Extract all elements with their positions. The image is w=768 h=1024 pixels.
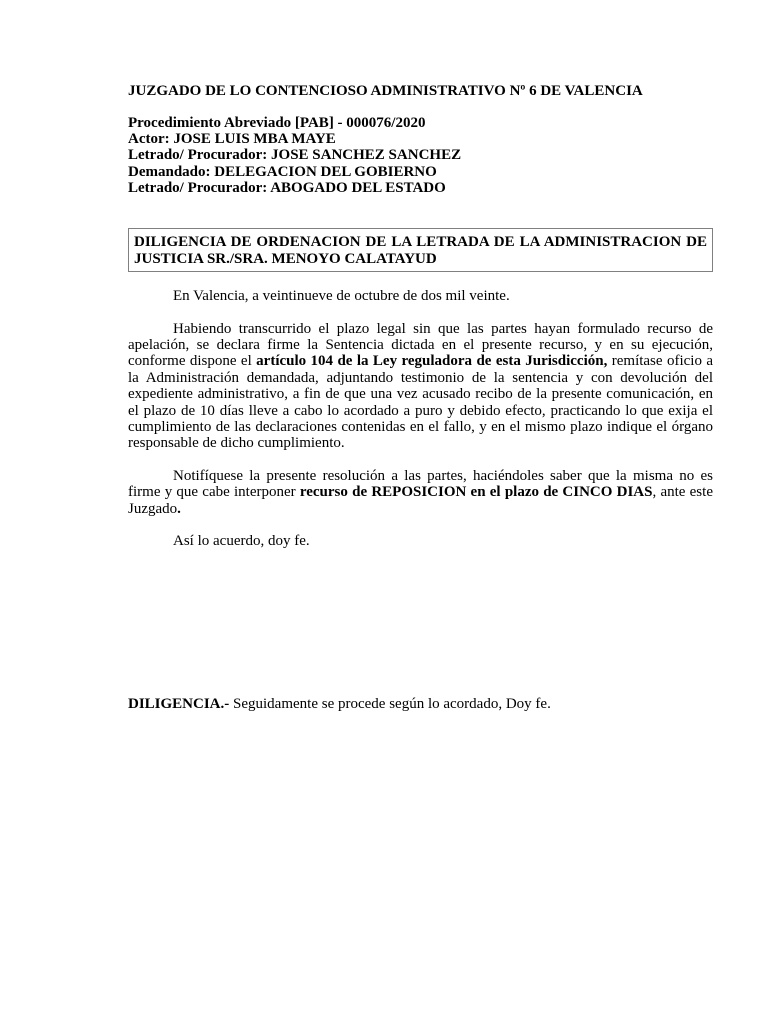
- final-diligencia-text: Seguidamente se procede según lo acordado, Doy fe.: [229, 696, 551, 712]
- actor-lawyer-line: Letrado/ Procurador: JOSE SANCHEZ SANCHEZ: [128, 147, 462, 164]
- defendant-line: Demandado: DELEGACION DEL GOBIERNO: [128, 163, 437, 180]
- notification-paragraph: [128, 468, 713, 517]
- diligencia-heading-box: DILIGENCIA DE ORDENACION DE LA LETRADA DE LA ADMINISTRACION DE JUSTICIA SR./SRA. MENOYO CALATAYUD: [128, 228, 713, 272]
- date-paragraph: En Valencia, a veintinueve de octubre de dos mil veinte.: [173, 288, 510, 305]
- closing-paragraph: Así lo acuerdo, doy fe.: [173, 533, 310, 550]
- notification-text-end: , ante este Juzgado: [128, 484, 713, 517]
- resolution-paragraph: [128, 321, 713, 452]
- resolution-text-end: remítase oficio a la Administración demandada, adjuntando testimonio de la sentencia y con devolución del expediente administrativo, a fin de que una vez acusado recibo de la presente comunicación, en el plazo de 10 días lleve a cabo lo acordado a puro y debido efecto, practicando lo que exija el cumplimiento de las declaraciones contenidas en el fallo, y en el mismo plazo indique el órgano responsable de dicho cumplimiento.: [128, 353, 713, 452]
- case-info: [128, 115, 713, 196]
- notification-text-start: Notifíquese la presente resolución a las partes, haciéndoles saber que la misma no es firme y que cabe interponer: [128, 467, 713, 501]
- appeal-term: recurso de REPOSICION en el plazo de CINCO DIAS: [299, 484, 653, 501]
- final-diligencia-label: DILIGENCIA.-: [128, 696, 230, 712]
- notification-period: .: [177, 500, 181, 517]
- resolution-text-start: Habiendo transcurrido el plazo legal sin que las partes hayan formulado recurso de apelación, se declara firme la Sentencia dictada en el presente recurso, y en su ejecución, conforme dispone el: [128, 320, 713, 370]
- defendant-lawyer-line: Letrado/ Procurador: ABOGADO DEL ESTADO: [128, 179, 446, 196]
- final-diligencia: [128, 695, 551, 713]
- actor-line: Actor: JOSE LUIS MBA MAYE: [128, 131, 336, 148]
- document-page: [128, 82, 713, 549]
- law-article-reference: artículo 104 de la Ley reguladora de esta Jurisdicción,: [256, 353, 608, 370]
- court-title: JUZGADO DE LO CONTENCIOSO ADMINISTRATIVO Nº 6 DE VALENCIA: [128, 83, 643, 99]
- procedure-line: Procedimiento Abreviado [PAB] - 000076/2020: [128, 115, 426, 131]
